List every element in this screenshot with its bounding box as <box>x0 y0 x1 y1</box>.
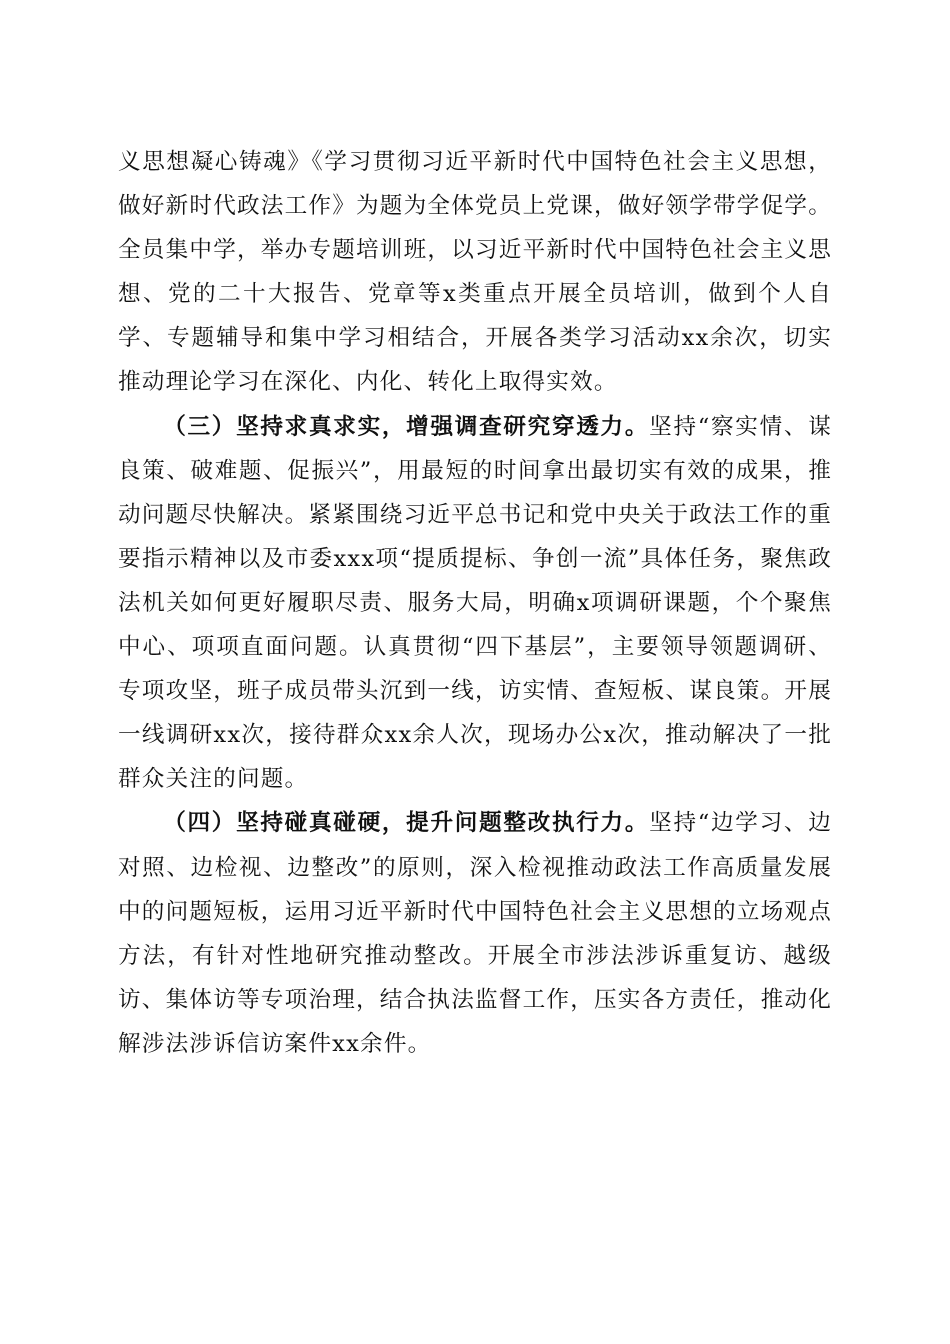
paragraph-continuation <box>118 140 832 405</box>
section-heading-4: （四）坚持碰真碰硬，提升问题整改执行力。 <box>163 810 650 837</box>
paragraph-text: 坚持“边学习、边对照、边检视、边整改”的原则，深入检视推动政法工作高质量发展中的问题短板，运用习近平新时代中国特色社会主义思想的立场观点方法，有针对性地研究推动整改。开展全市涉法涉诉重复访、越级访、集体访等专项治理，结合执法监督工作，压实各方责任，推动化解涉法涉诉信访案件xx余件。 <box>118 810 832 1057</box>
paragraph-section-3 <box>118 405 832 802</box>
document-page <box>118 140 832 1066</box>
paragraph-section-4 <box>118 801 832 1066</box>
paragraph-text: 坚持“察实情、谋良策、破难题、促振兴”，用最短的时间拿出最切实有效的成果，推动问题尽快解决。紧紧围绕习近平总书记和党中央关于政法工作的重要指示精神以及市委xxx项“提质提标、争创一流”具体任务，聚焦政法机关如何更好履职尽责、服务大局，明确x项调研课题，个个聚焦中心、项项直面问题。认真贯彻“四下基层”，主要领导领题调研、专项攻坚，班子成员带头沉到一线，访实情、查短板、谋良策。开展一线调研xx次，接待群众xx余人次，现场办公x次，推动解决了一批群众关注的问题。 <box>118 413 832 793</box>
paragraph-text: 义思想凝心铸魂》《学习贯彻习近平新时代中国特色社会主义思想，做好新时代政法工作》为题为全体党员上党课，做好领学带学促学。全员集中学，举办专题培训班，以习近平新时代中国特色社会主义思想、党的二十大报告、党章等x类重点开展全员培训，做到个人自学、专题辅导和集中学习相结合，开展各类学习活动xx余次，切实推动理论学习在深化、内化、转化上取得实效。 <box>118 149 832 396</box>
section-heading-3: （三）坚持求真求实，增强调查研究穿透力。 <box>163 413 650 440</box>
